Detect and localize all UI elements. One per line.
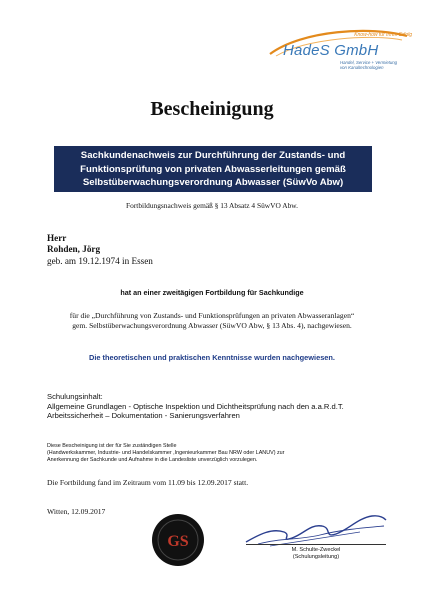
document-title: Bescheinigung — [150, 98, 274, 120]
description-line-1: für die „Durchführung von Zustands- und Funktionsprüfungen an privaten Abwasseranlagen“ — [69, 311, 355, 320]
recipient-name: Rohden, Jörg — [47, 244, 101, 254]
place-and-date: Witten, 12.09.2017 — [47, 507, 106, 516]
banner-line-3: Selbstüberwachungsverordnung Abwasser (SüwVo Abw) — [82, 177, 344, 188]
banner-line-1: Sachkundenachweis zur Durchführung der Zustands- und — [80, 150, 346, 161]
recipient-salutation: Herr — [47, 233, 67, 243]
certificate-reference: Fortbildungsnachweis gemäß § 13 Absatz 4 SüwVO Abw. — [126, 201, 298, 210]
training-statement: hat an einer zweitägigen Fortbildung für Sachkundige — [120, 288, 304, 297]
note-line-3: Anerkennung der Sachkunde und Aufnahme in die Landesliste unverzüglich vorzulegen. — [47, 457, 258, 463]
logo-name: HadeS GmbH — [283, 42, 379, 59]
note-line-2: (Handwerkskammer, Industrie- und Handelskammer ,Ingenieurkammer Bau NRW oder LANUV) zur — [47, 450, 285, 456]
signature-line — [246, 544, 386, 545]
recipient-birth: geb. am 19.12.1974 in Essen — [47, 256, 153, 266]
svg-text:GS: GS — [167, 533, 189, 550]
banner-line-2: Funktionsprüfung von privaten Abwasserleitungen gemäß — [80, 163, 346, 175]
contents-line-2: Arbeitssicherheit – Dokumentation - Sanierungsverfahren — [47, 411, 240, 420]
note-line-1: Diese Bescheinigung ist der für Sie zuständigen Stelle — [47, 443, 177, 449]
description-line-2: gem. Selbstüberwachungsverordnung Abwasser (SüwVO Abw, § 13 Abs. 4), nachgewiesen. — [72, 321, 352, 330]
logo-subtitle-1: Handel, Service + Vermietung — [340, 60, 398, 65]
company-seal — [150, 512, 206, 568]
signer-role: (Schulungsleitung) — [292, 554, 340, 560]
knowledge-statement: Die theoretischen und praktischen Kenntnisse wurden nachgewiesen. — [88, 353, 335, 362]
logo-tagline: Know-how für Ihren Erfolg — [354, 32, 412, 38]
training-period: Die Fortbildung fand im Zeitraum vom 11.09 bis 12.09.2017 statt. — [47, 478, 249, 487]
signer-name: M. Schulte-Zweckel — [291, 547, 341, 553]
subject-banner — [54, 146, 372, 192]
contents-line-1: Allgemeine Grundlagen - Optische Inspektion und Dichtheitsprüfung nach den a.a.R.d.T. — [47, 402, 344, 411]
contents-heading: Schulungsinhalt: — [47, 392, 103, 401]
logo-subtitle-2: von Kanaltechnologien — [340, 65, 384, 70]
